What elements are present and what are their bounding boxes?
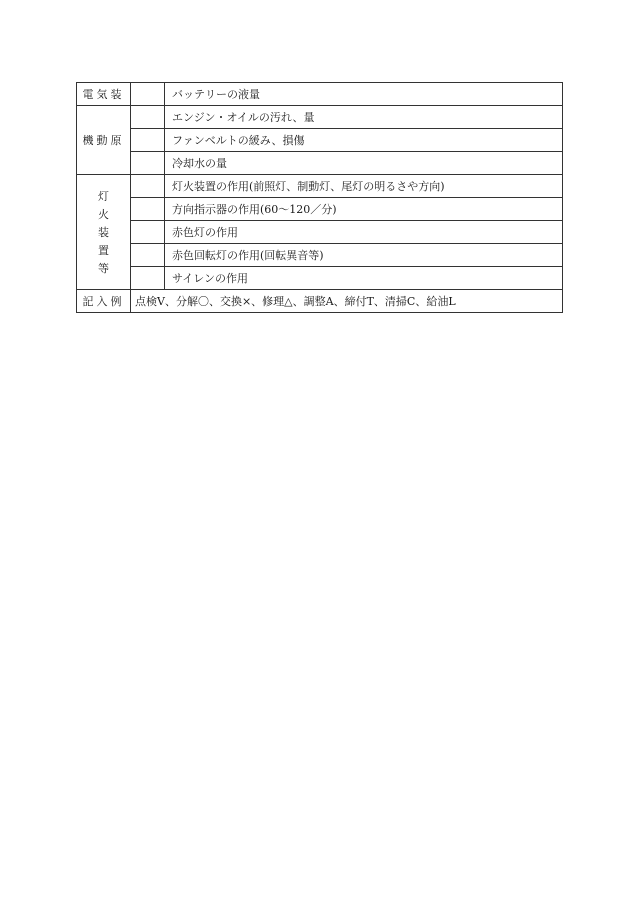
legend-row <box>77 290 563 313</box>
category-lights-char: 置 <box>98 243 109 257</box>
check-cell[interactable] <box>131 129 165 152</box>
check-cell[interactable] <box>131 175 165 198</box>
check-cell[interactable] <box>131 106 165 129</box>
item-coolant: 冷却水の量 <box>165 152 563 175</box>
check-cell[interactable] <box>131 221 165 244</box>
check-cell[interactable] <box>131 152 165 175</box>
item-engine-oil: エンジン・オイルの汚れ、量 <box>165 106 563 129</box>
item-light-devices: 灯火装置の作用(前照灯、制動灯、尾灯の明るさや方向) <box>165 175 563 198</box>
item-red-light: 赤色灯の作用 <box>165 221 563 244</box>
category-lights-char: 灯 <box>98 189 109 203</box>
category-electrical: 電気装 <box>77 83 131 106</box>
table-row <box>77 106 563 129</box>
legend-label: 記入例 <box>77 290 131 313</box>
item-battery-fluid: バッテリーの液量 <box>165 83 563 106</box>
check-cell[interactable] <box>131 83 165 106</box>
table-row <box>77 244 563 267</box>
category-engine: 機動原 <box>77 106 131 175</box>
item-siren: サイレンの作用 <box>165 267 563 290</box>
table-row <box>77 129 563 152</box>
item-fan-belt: ファンベルトの緩み、損傷 <box>165 129 563 152</box>
item-rotating-light: 赤色回転灯の作用(回転異音等) <box>165 244 563 267</box>
table-row <box>77 198 563 221</box>
legend-text: 点検V、分解〇、交換×、修理△、調整A、締付T、清掃C、給油L <box>131 290 563 313</box>
category-lights-char: 火 <box>98 207 109 221</box>
table-row <box>77 152 563 175</box>
category-lights <box>77 175 131 290</box>
category-lights-char: 装 <box>98 225 109 239</box>
table-row <box>77 221 563 244</box>
table-row <box>77 267 563 290</box>
table-row <box>77 175 563 198</box>
category-lights-char: 等 <box>98 261 109 275</box>
table-row <box>77 83 563 106</box>
item-turn-signal: 方向指示器の作用(60〜120／分) <box>165 198 563 221</box>
inspection-table <box>76 82 563 313</box>
check-cell[interactable] <box>131 244 165 267</box>
check-cell[interactable] <box>131 267 165 290</box>
check-cell[interactable] <box>131 198 165 221</box>
